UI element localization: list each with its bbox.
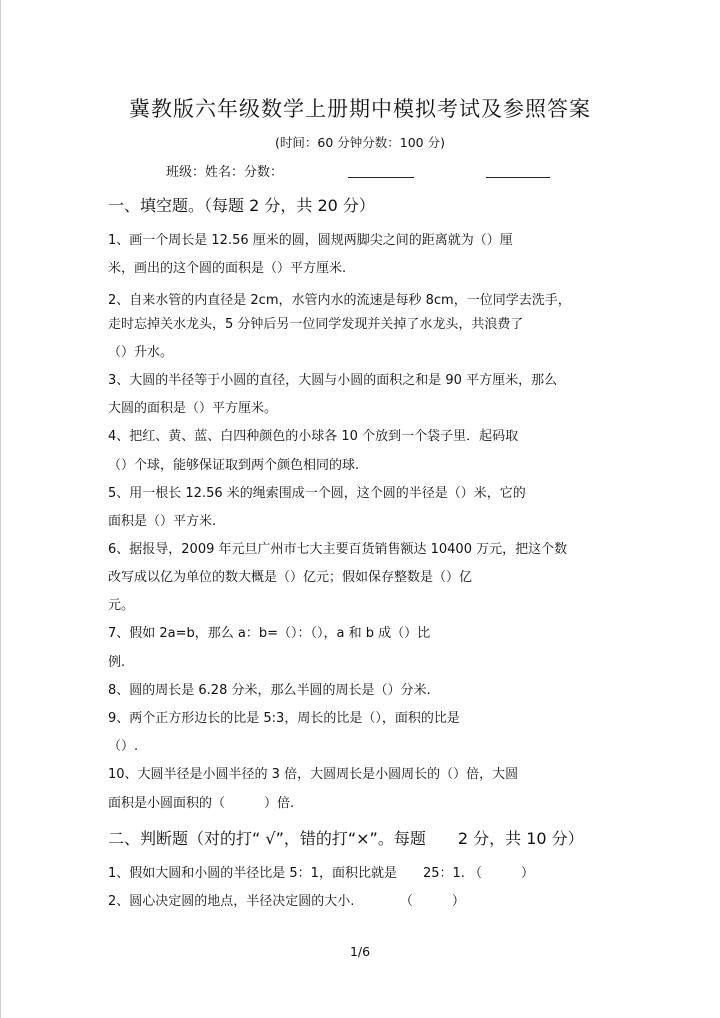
question-line: 4、把红、黄、蓝、白四种颜色的小球各 10 个放到一个袋子里．起码取 <box>108 429 519 444</box>
page-edge-line <box>0 0 1 1018</box>
question-line: 元。 <box>108 598 135 613</box>
question-line: 走时忘掉关水龙头，5 分钟后另一位同学发现并关掉了水龙头，共浪费了 <box>108 317 524 332</box>
question-line: （）个球，能够保证取到两个颜色相同的球. <box>108 458 360 473</box>
question-line: 例. <box>108 655 126 670</box>
score-blank-line <box>486 177 550 178</box>
question-line: 9、两个正方形边长的比是 5:3，周长的比是（），面积的比是 <box>108 711 460 726</box>
question-line: 面积是小圆面积的（ ）倍. <box>108 796 295 811</box>
question-line: 10、大圆半径是小圆半径的 3 倍，大圆周长是小圆周长的（）倍，大圆 <box>108 767 519 782</box>
page-number: 1/6 <box>349 944 371 959</box>
exam-time-score: (时间：60 分钟分数：100 分) <box>275 135 445 150</box>
question-line: 1、假如大圆和小圆的半径比是 5：1，面积比就是 25：1. （ ） <box>108 866 535 881</box>
question-line: （）. <box>108 739 139 754</box>
question-line: 2、自来水管的内直径是 2cm，水管内水的流速是每秒 8cm，一位同学去洗手， <box>108 293 571 308</box>
question-line: 6、据报导，2009 年元旦广州市七大主要百货销售额达 10400 万元，把这个数 <box>108 542 568 557</box>
question-line: 5、用一根长 12.56 米的绳索围成一个圆，这个圆的半径是（）米，它的 <box>108 486 526 501</box>
student-info-label: 班级：姓名：分数： <box>166 165 284 180</box>
name-blank-line <box>348 177 414 178</box>
question-line: 改写成以亿为单位的数大概是（）亿元；假如保存整数是（）亿 <box>108 570 473 585</box>
question-line: 7、假如 2a=b，那么 a：b=（）：（），a 和 b 成（）比 <box>108 626 431 641</box>
question-line: 1、画一个周长是 12.56 厘米的圆，圆规两脚尖之间的距离就为（）厘 <box>108 233 513 248</box>
question-line: 2、圆心决定圆的地点，半径决定圆的大小. （ ） <box>108 894 465 909</box>
question-line: 米，画出的这个圆的面积是（）平方厘米. <box>108 261 347 276</box>
section-2-heading: 二、判断题（对的打“ √”，错的打“×”。每题 2 分，共 10 分） <box>108 829 584 848</box>
exam-title: 冀教版六年级数学上册期中模拟考试及参照答案 <box>129 97 591 121</box>
section-1-heading: 一、填空题。（每题 2 分，共 20 分） <box>108 196 375 215</box>
question-line: 面积是（）平方米. <box>108 514 217 529</box>
question-line: 8、圆的周长是 6.28 分米，那么半圆的周长是（）分米. <box>108 683 431 698</box>
question-line: 3、大圆的半径等于小圆的直径，大圆与小圆的面积之和是 90 平方厘米，那么 <box>108 373 558 388</box>
question-line: 大圆的面积是（）平方厘米。 <box>108 401 278 416</box>
question-line: （）升水。 <box>108 345 174 360</box>
